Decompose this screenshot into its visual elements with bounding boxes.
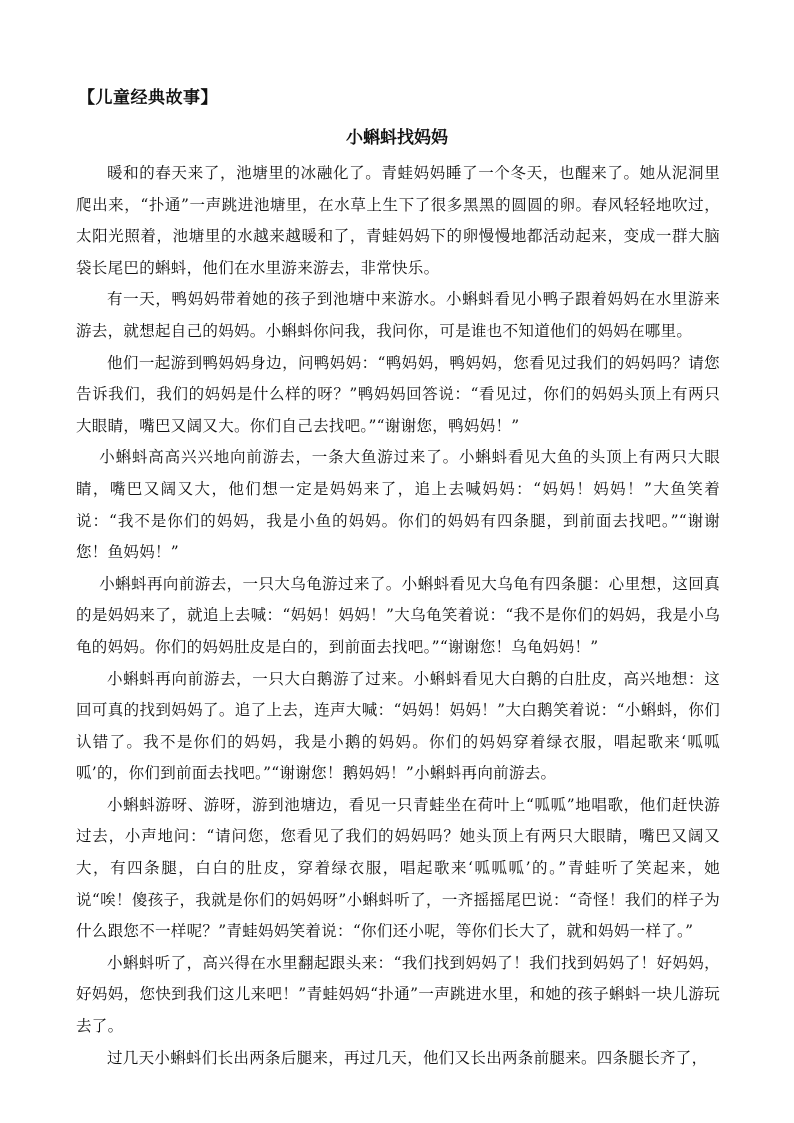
paragraph: 小蝌蚪再向前游去，一只大白鹅游了过来。小蝌蚪看见大白鹅的白肚皮，高兴地想：这回可真的找到妈妈了。追了上去，连声大喊：“妈妈！妈妈！”大白鹅笑着说：“小蝌蚪，你们认错了。我不是你们的妈妈，我是小鹅的妈妈。你们的妈妈穿着绿衣服，唱起歌来‘呱呱呱’的，你们到前面去找吧。”“谢谢您！鹅妈妈！”小蝌蚪再向前游去。	[76, 669, 720, 783]
paragraph: 小蝌蚪游呀、游呀，游到池塘边，看见一只青蛙坐在荷叶上“呱呱”地唱歌，他们赶快游过去，小声地问：“请问您，您看见了我们的妈妈吗？她头顶上有两只大眼睛，嘴巴又阔又大，有四条腿，白白的肚皮，穿着绿衣服，唱起歌来‘呱呱呱’的。”青蛙听了笑起来，她说“唉！傻孩子，我就是你们的妈妈呀”小蝌蚪听了，一齐摇摇尾巴说：“奇怪！我们的样子为什么跟您不一样呢？”青蛙妈妈笑着说：“你们还小呢，等你们长大了，就和妈妈一样了。”	[76, 795, 720, 941]
section-tag: 【儿童经典故事】	[78, 88, 218, 108]
paragraph: 过几天小蝌蚪们长出两条后腿来，再过几天，他们又长出两条前腿来。四条腿长齐了，	[107, 1048, 708, 1067]
story-body	[76, 158, 720, 1074]
story-title: 小蝌蚪找妈妈	[346, 128, 448, 148]
paragraph: 小蝌蚪听了，高兴得在水里翻起跟头来：“我们找到妈妈了！我们找到妈妈了！好妈妈，好妈妈，您快到我们这儿来吧！”青蛙妈妈“扑通”一声跳进水里，和她的孩子蝌蚪一块儿游玩去了。	[76, 953, 720, 1036]
paragraph: 小蝌蚪再向前游去，一只大乌龟游过来了。小蝌蚪看见大乌龟有四条腿：心里想，这回真的是妈妈来了，就追上去喊：“妈妈！妈妈！”大乌龟笑着说：“我不是你们的妈妈，我是小乌龟的妈妈。你们的妈妈肚皮是白的，到前面去找吧。”“谢谢您！乌龟妈妈！”	[76, 574, 720, 656]
paragraph: 暖和的春天来了，池塘里的冰融化了。青蛙妈妈睡了一个冬天，也醒来了。她从泥洞里爬出来，“扑通”一声跳进池塘里，在水草上生下了很多黑黑的圆圆的卵。春风轻轻地吹过，太阳光照着，池塘里的水越来越暖和了，青蛙妈妈下的卵慢慢地都活动起来，变成一群大脑袋长尾巴的蝌蚪，他们在水里游来游去，非常快乐。	[76, 164, 720, 277]
paragraph: 有一天，鸭妈妈带着她的孩子到池塘中来游水。小蝌蚪看见小鸭子跟着妈妈在水里游来游去，就想起自己的妈妈。小蝌蚪你问我，我问你，可是谁也不知道他们的妈妈在哪里。	[76, 290, 720, 340]
paragraph: 小蝌蚪高高兴兴地向前游去，一条大鱼游过来了。小蝌蚪看见大鱼的头顶上有两只大眼睛，嘴巴又阔又大，他们想一定是妈妈来了，追上去喊妈妈：“妈妈！妈妈！”大鱼笑着说：“我不是你们的妈妈，我是小鱼的妈妈。你们的妈妈有四条腿，到前面去找吧。”“谢谢您！鱼妈妈！”	[76, 448, 720, 562]
paragraph: 他们一起游到鸭妈妈身边，问鸭妈妈：“鸭妈妈，鸭妈妈，您看见过我们的妈妈吗？请您告诉我们，我们的妈妈是什么样的呀？”鸭妈妈回答说：“看见过，你们的妈妈头顶上有两只大眼睛，嘴巴又阔又大。你们自己去找吧。”“谢谢您，鸭妈妈！”	[76, 353, 720, 435]
